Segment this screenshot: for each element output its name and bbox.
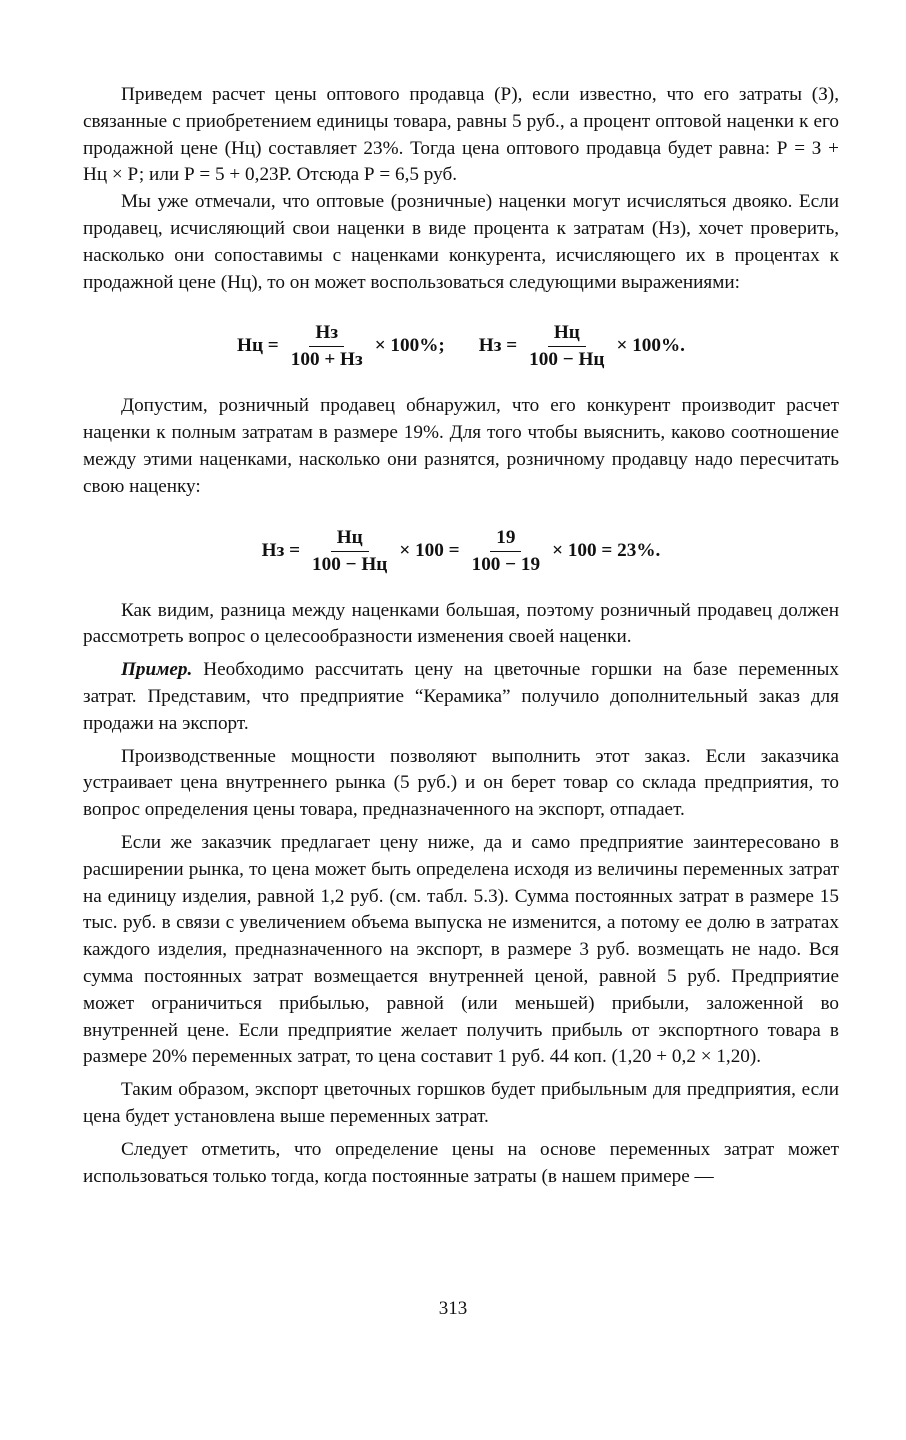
formula-markup-calculation: [83, 527, 839, 576]
formula-tail: × 100%.: [616, 335, 685, 357]
numerator: Нц: [548, 322, 586, 347]
fraction: [306, 527, 393, 576]
numerator: 19: [490, 527, 521, 552]
paragraph: Допустим, розничный продавец обнаружил, что его конкурент производит расчет наценки к полным затратам в размере 19%. Для того чтобы выяснить, каково соотношение между этими наценками, насколько они разнятся, розничному продавцу надо пересчитать свою наценку:: [83, 395, 839, 497]
denominator: 100 − Нц: [529, 349, 605, 371]
paragraph: Если же заказчик предлагает цену ниже, да и само предприятие заинтересовано в расширении рынка, то цена может быть определена исходя из величины переменных затрат на единицу изделия, равной 1,2 руб. (см. табл. 5.3). Сумма постоянных затрат в размере 15 тыс. руб. в связи с увеличением объема выпуска не изменится, а потому ее долю в затратах каждого изделия, предназначенного на экспорт, в размере 3 руб. возмещать не надо. Вся сумма постоянных затрат возмещается внутренней ценой, равной 5 руб. Предприятие может ограничиться прибылью, равной (или меньшей) прибыли, заложенной во внутренней цене. Если предприятие желает получить прибыль от экспортного товара в размере 20% переменных затрат, то цена составит 1 руб. 44 коп. (1,20 + 0,2 × 1,20).: [83, 831, 839, 1068]
example-lead: Пример.: [121, 659, 193, 681]
body-text: [83, 82, 839, 1190]
formula-lhs: Нц =: [237, 335, 279, 357]
formula-tail: × 100 = 23%.: [552, 539, 661, 561]
formula-tail: × 100%;: [374, 335, 445, 357]
paragraph: Как видим, разница между наценками большая, поэтому розничный продавец должен рассмотреть вопрос о целесообразности изменения своей наценки.: [83, 599, 839, 648]
paragraph: Мы уже отмечали, что оптовые (розничные) наценки могут исчисляться двояко. Если продавец, исчисляющий свои наценки в виде процента к затратам (Нз), хочет проверить, насколько они сопоставимы с наценками конкурента, исчисляющего их в процентах к продажной цене (Нц), то он может воспользоваться следующими выражениями:: [83, 191, 839, 293]
numerator: Нз: [309, 322, 344, 347]
fraction: [466, 527, 547, 576]
formula-lhs: Нз =: [478, 335, 518, 357]
denominator: 100 + Нз: [290, 349, 363, 371]
formula-markup-conversion: [83, 322, 839, 371]
paragraph: Приведем расчет цены оптового продавца (Р), если известно, что его затраты (З), связанные с приобретением единицы товара, равны 5 руб., а процент оптовой наценки к его продажной цене (Нц) составляет 23%. Тогда цена оптового продавца будет равна: Р = З + Нц × Р; или Р = 5 + 0,23Р. Отсюда Р = 6,5 руб.: [83, 84, 839, 186]
paragraph: Производственные мощности позволяют выполнить этот заказ. Если заказчика устраивает цена внутреннего рынка (5 руб.) и он берет товар со склада предприятия, то вопрос определения цены товара, предназначенного на экспорт, отпадает.: [83, 745, 839, 821]
formula-lhs: Нз =: [261, 539, 301, 561]
denominator: 100 − Нц: [312, 553, 388, 575]
fraction: [285, 322, 369, 371]
example-text: Необходимо рассчитать цену на цветочные горшки на базе переменных затрат. Представим, что предприятие “Керамика” получило дополнительный заказ для продажи на экспорт.: [83, 659, 839, 734]
denominator: 100 − 19: [471, 553, 541, 575]
numerator: Нц: [331, 527, 369, 552]
paragraph-example: [83, 657, 839, 737]
paragraph: Следует отметить, что определение цены на основе переменных затрат может использоваться только тогда, когда постоянные затраты (в нашем примере —: [83, 1138, 839, 1187]
fraction: [523, 322, 610, 371]
paragraph: Таким образом, экспорт цветочных горшков будет прибыльным для предприятия, если цена будет установлена выше переменных затрат.: [83, 1079, 839, 1127]
page-number: 313: [438, 1298, 468, 1319]
formula-mid: × 100 =: [399, 539, 460, 561]
